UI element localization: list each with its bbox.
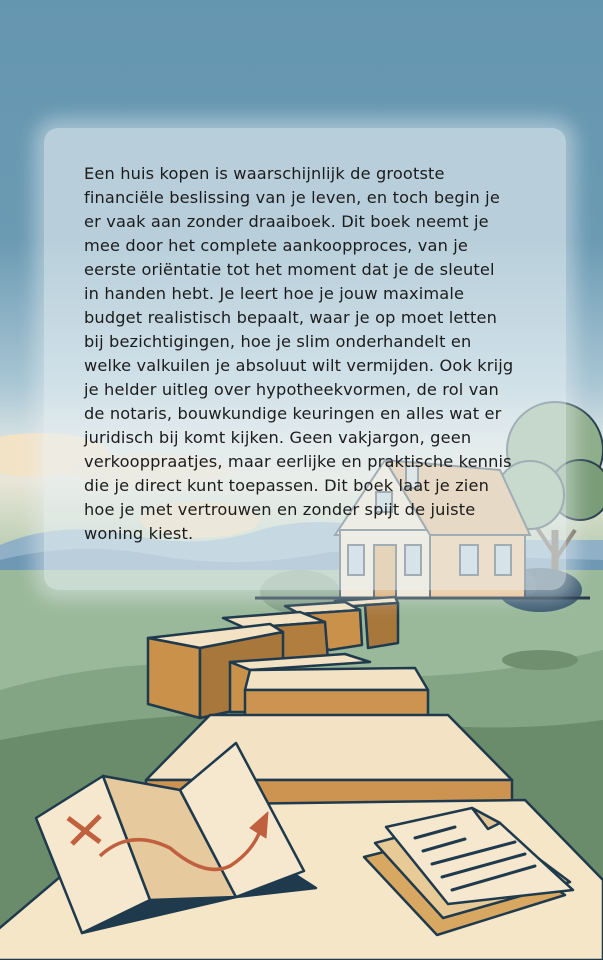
blurb-line: budget realistisch bepaalt, waar je op moet letten bbox=[84, 308, 498, 327]
blurb-line: hoe je met vertrouwen en zonder spijt de juiste bbox=[84, 500, 476, 519]
blurb-line: je helder uitleg over hypotheekvormen, de rol van bbox=[84, 380, 499, 399]
blurb-line: woning kiest. bbox=[84, 524, 194, 543]
blurb-line: er vaak aan zonder draaiboek. Dit boek neemt je bbox=[84, 212, 489, 231]
blurb-line: verkooppraatjes, maar eerlijke en praktische kennis bbox=[84, 452, 512, 471]
book-description bbox=[84, 162, 564, 546]
blurb-line: in handen hebt. Je leert hoe je jouw maximale bbox=[84, 284, 465, 303]
blurb-line: eerste oriëntatie tot het moment dat je de sleutel bbox=[84, 260, 495, 279]
blurb-line: juridisch bij komt kijken. Geen vakjargon, geen bbox=[84, 428, 472, 447]
blurb-line: die je direct kunt toepassen. Dit boek laat je zien bbox=[84, 476, 489, 495]
blurb-line: mee door het complete aankoopproces, van je bbox=[84, 236, 469, 255]
blurb-line: bij bezichtigingen, hoe je slim onderhandelt en bbox=[84, 332, 472, 351]
blurb-line: de notaris, bouwkundige keuringen en alles wat er bbox=[84, 404, 502, 423]
blurb-line: welke valkuilen je absoluut wilt vermijden. Ook krijg bbox=[84, 356, 514, 375]
blurb-line: financiële beslissing van je leven, en toch begin je bbox=[84, 188, 500, 207]
blurb-line: Een huis kopen is waarschijnlijk de grootste bbox=[84, 164, 445, 183]
